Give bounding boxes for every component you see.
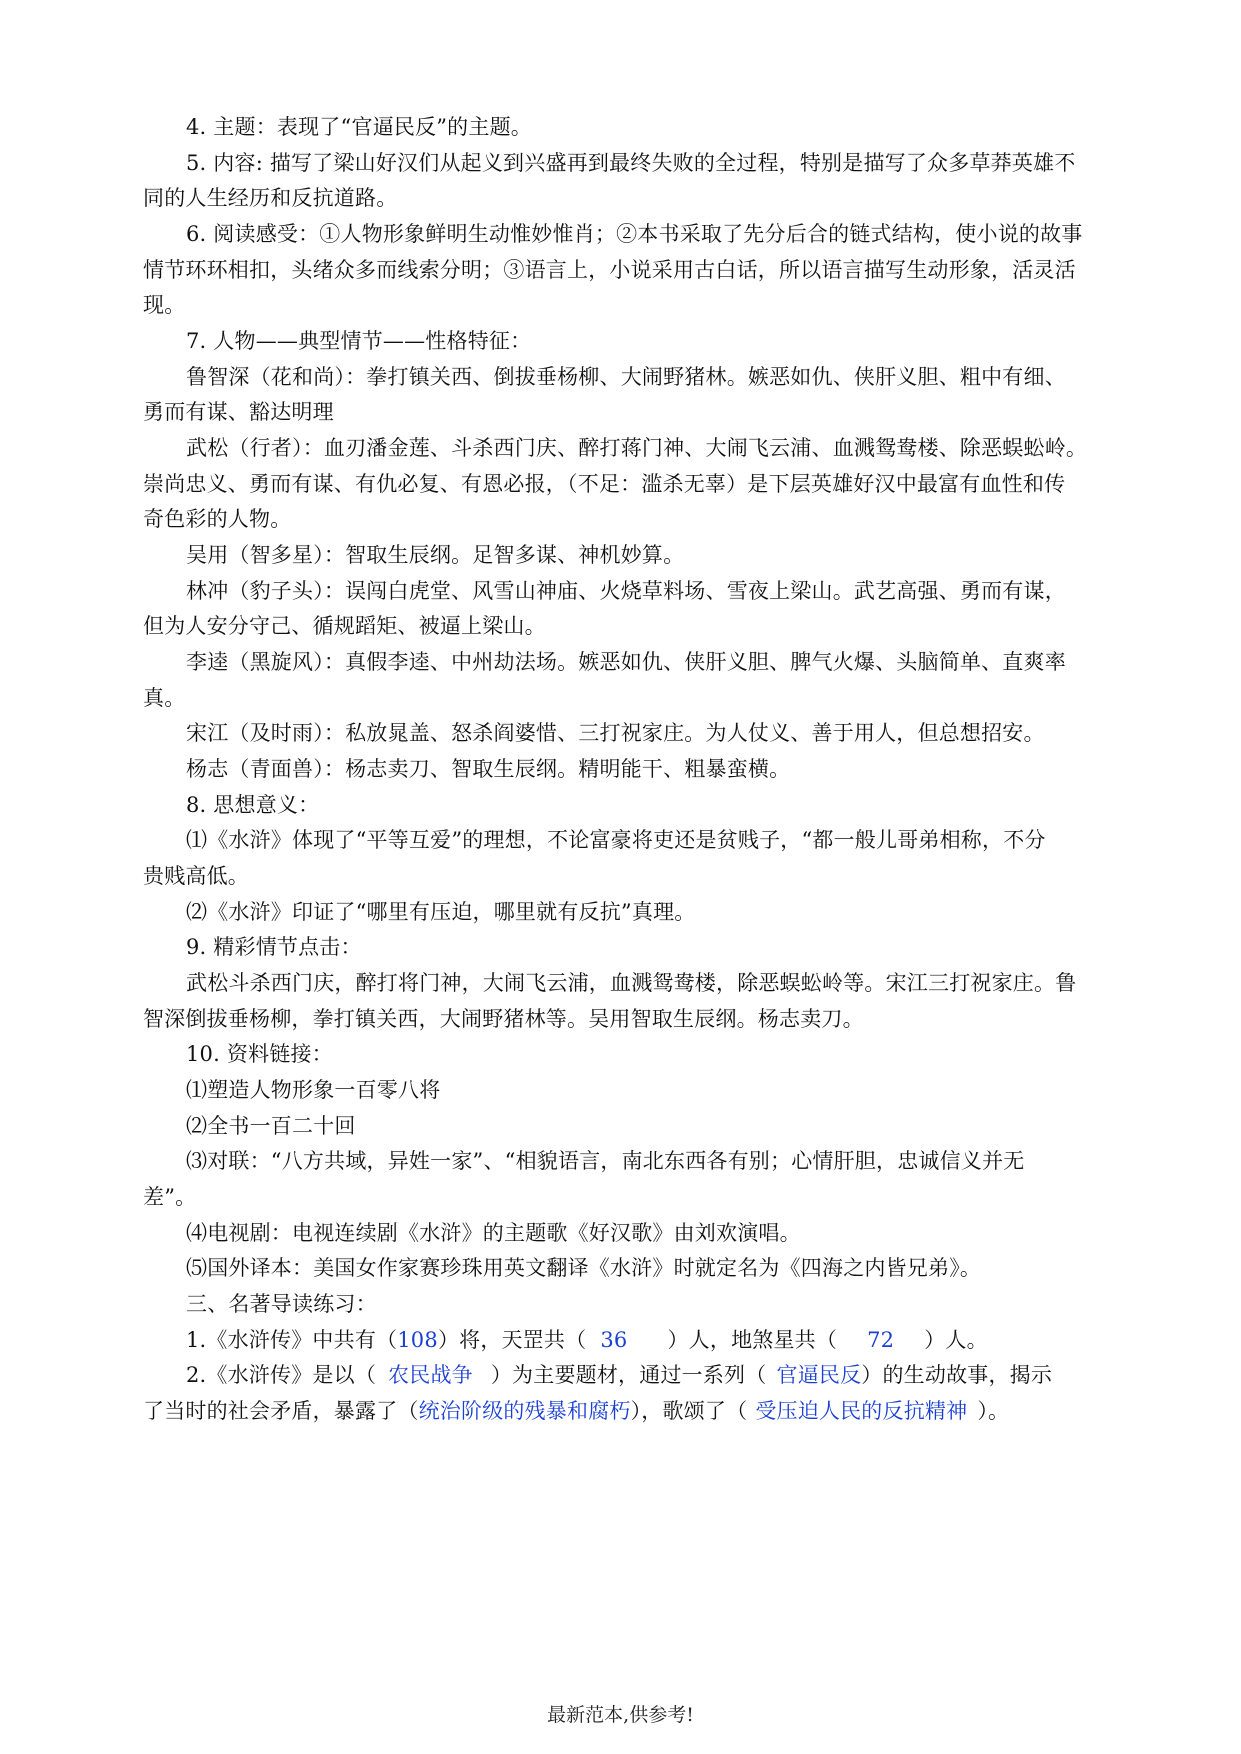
character-song-jiang: 宋江（及时雨）：私放晁盖、怒杀阎婆惜、三打祝家庄。为人仗义、善于用人，但总想招安。 — [186, 721, 1045, 745]
exercise-2 — [186, 1360, 1052, 1390]
answer-blank: 统治阶级的残暴和腐朽 — [418, 1399, 631, 1423]
paragraph-line: 真。 — [143, 686, 186, 710]
reference-item: ⑸国外译本：美国女作家赛珍珠用英文翻译《水浒》时就定名为《四海之内皆兄弟》。 — [186, 1256, 982, 1280]
section-references: 10. 资料链接： — [186, 1042, 333, 1066]
exercise-text: ）。 — [977, 1399, 1010, 1423]
character-li-kui: 李逵（黑旋风）：真假李逵、中州劫法场。嫉恶如仇、侠肝义胆、脾气火爆、头脑简单、直爽率 — [186, 650, 1066, 674]
character-wu-song: 武松（行者）：血刃潘金莲、斗杀西门庆、醉打蒋门神、大闹飞云浦、血溅鸳鸯楼、除恶蜈蚣岭。 — [186, 436, 1088, 460]
answer-blank: 36 — [600, 1328, 628, 1352]
paragraph-line: 智深倒拔垂杨柳，拳打镇关西，大闹野猪林等。吴用智取生辰纲。杨志卖刀。 — [143, 1007, 864, 1031]
reference-item: ⑷电视剧：电视连续剧《水浒》的主题歌《好汉歌》由刘欢演唱。 — [186, 1221, 801, 1245]
section-content: 5. 内容: 描写了梁山好汉们从起义到兴盛再到最终失败的全过程，特别是描写了众多草莽英雄不 — [186, 151, 1076, 175]
section-theme: 4. 主题：表现了“官逼民反”的主题。 — [186, 115, 532, 139]
exercise-text: 了当时的社会矛盾，暴露了（ — [143, 1399, 419, 1423]
answer-blank: 受压迫人民的反抗精神 — [755, 1399, 968, 1423]
exercise-text: ）将，天罡共（ — [437, 1328, 587, 1352]
exercise-text: 2.《水浒传》是以（ — [186, 1363, 377, 1387]
paragraph-line: 贵贱高低。 — [143, 864, 249, 888]
paragraph-line: 同的人生经历和反抗道路。 — [143, 186, 398, 210]
character-lu-zhishen: 鲁智深（花和尚）：拳打镇关西、倒拔垂杨柳、大闹野猪林。嫉恶如仇、侠肝义胆、粗中有细、 — [186, 365, 1066, 389]
reference-item: ⑶对联：“八方共域，异姓一家”、“相貌语言，南北东西各有别；心情肝胆，忠诚信义并无 — [186, 1149, 1025, 1173]
exercise-text: ）人，地煞星共（ — [667, 1328, 838, 1352]
exercise-text: ）的生动故事，揭示 — [861, 1363, 1053, 1387]
highlights-text: 武松斗杀西门庆，醉打将门神，大闹飞云浦，血溅鸳鸯楼，除恶蜈蚣岭等。宋江三打祝家庄。鲁 — [186, 971, 1077, 995]
paragraph-line: 但为人安分守己、循规蹈矩、被逼上梁山。 — [143, 614, 546, 638]
section-characters: 7. 人物——典型情节——性格特征： — [186, 329, 532, 353]
paragraph-line: 情节环环相扣，头绪众多而线索分明；③语言上，小说采用古白话，所以语言描写生动形象，活灵活 — [143, 258, 1076, 282]
paragraph-line: 勇而有谋、豁达明理 — [143, 400, 334, 424]
page-footer: 最新范本,供参考! — [547, 1704, 694, 1726]
significance-item: ⑴《水浒》体现了“平等互爱”的理想，不论富豪将吏还是贫贱子，“都一般儿哥弟相称，不分 — [186, 828, 1046, 852]
character-wu-yong: 吴用（智多星）：智取生辰纲。足智多谋、神机妙算。 — [186, 543, 685, 567]
significance-item: ⑵《水浒》印证了“哪里有压迫，哪里就有反抗”真理。 — [186, 900, 696, 924]
answer-blank: 农民战争 — [388, 1363, 473, 1387]
answer-blank: 72 — [867, 1328, 895, 1352]
paragraph-line: 差”。 — [143, 1185, 197, 1209]
section-exercises: 三、名著导读练习： — [186, 1292, 377, 1316]
paragraph-line: 崇尚忠义、勇而有谋、有仇必复、有恩必报，（不足：滥杀无辜）是下层英雄好汉中最富有血性和传 — [143, 472, 1066, 496]
character-yang-zhi: 杨志（青面兽）：杨志卖刀、智取生辰纲。精明能干、粗暴蛮横。 — [186, 757, 791, 781]
exercise-1 — [186, 1325, 988, 1355]
exercise-text: ）人。 — [924, 1328, 988, 1352]
reference-item: ⑵全书一百二十回 — [186, 1114, 356, 1138]
answer-blank: 官逼民反 — [776, 1363, 862, 1387]
section-highlights: 9. 精彩情节点击： — [186, 935, 362, 959]
exercise-text: ），歌颂了（ — [630, 1399, 748, 1423]
exercise-text: 1.《水浒传》中共有（ — [186, 1328, 398, 1352]
paragraph-line: 奇色彩的人物。 — [143, 507, 292, 531]
exercise-text: ）为主要题材，通过一系列（ — [490, 1363, 767, 1387]
answer-blank: 108 — [397, 1328, 438, 1352]
section-reading: 6. 阅读感受：①人物形象鲜明生动惟妙惟肖；②本书采取了先分后合的链式结构，使小说的故事 — [186, 222, 1083, 246]
exercise-2-continued — [143, 1396, 1009, 1426]
reference-item: ⑴塑造人物形象一百零八将 — [186, 1078, 441, 1102]
paragraph-line: 现。 — [143, 293, 186, 317]
section-significance: 8. 思想意义： — [186, 793, 320, 817]
character-lin-chong: 林冲（豹子头）：误闯白虎堂、风雪山神庙、火烧草料场、雪夜上梁山。武艺高强、勇而有谋， — [186, 579, 1066, 603]
